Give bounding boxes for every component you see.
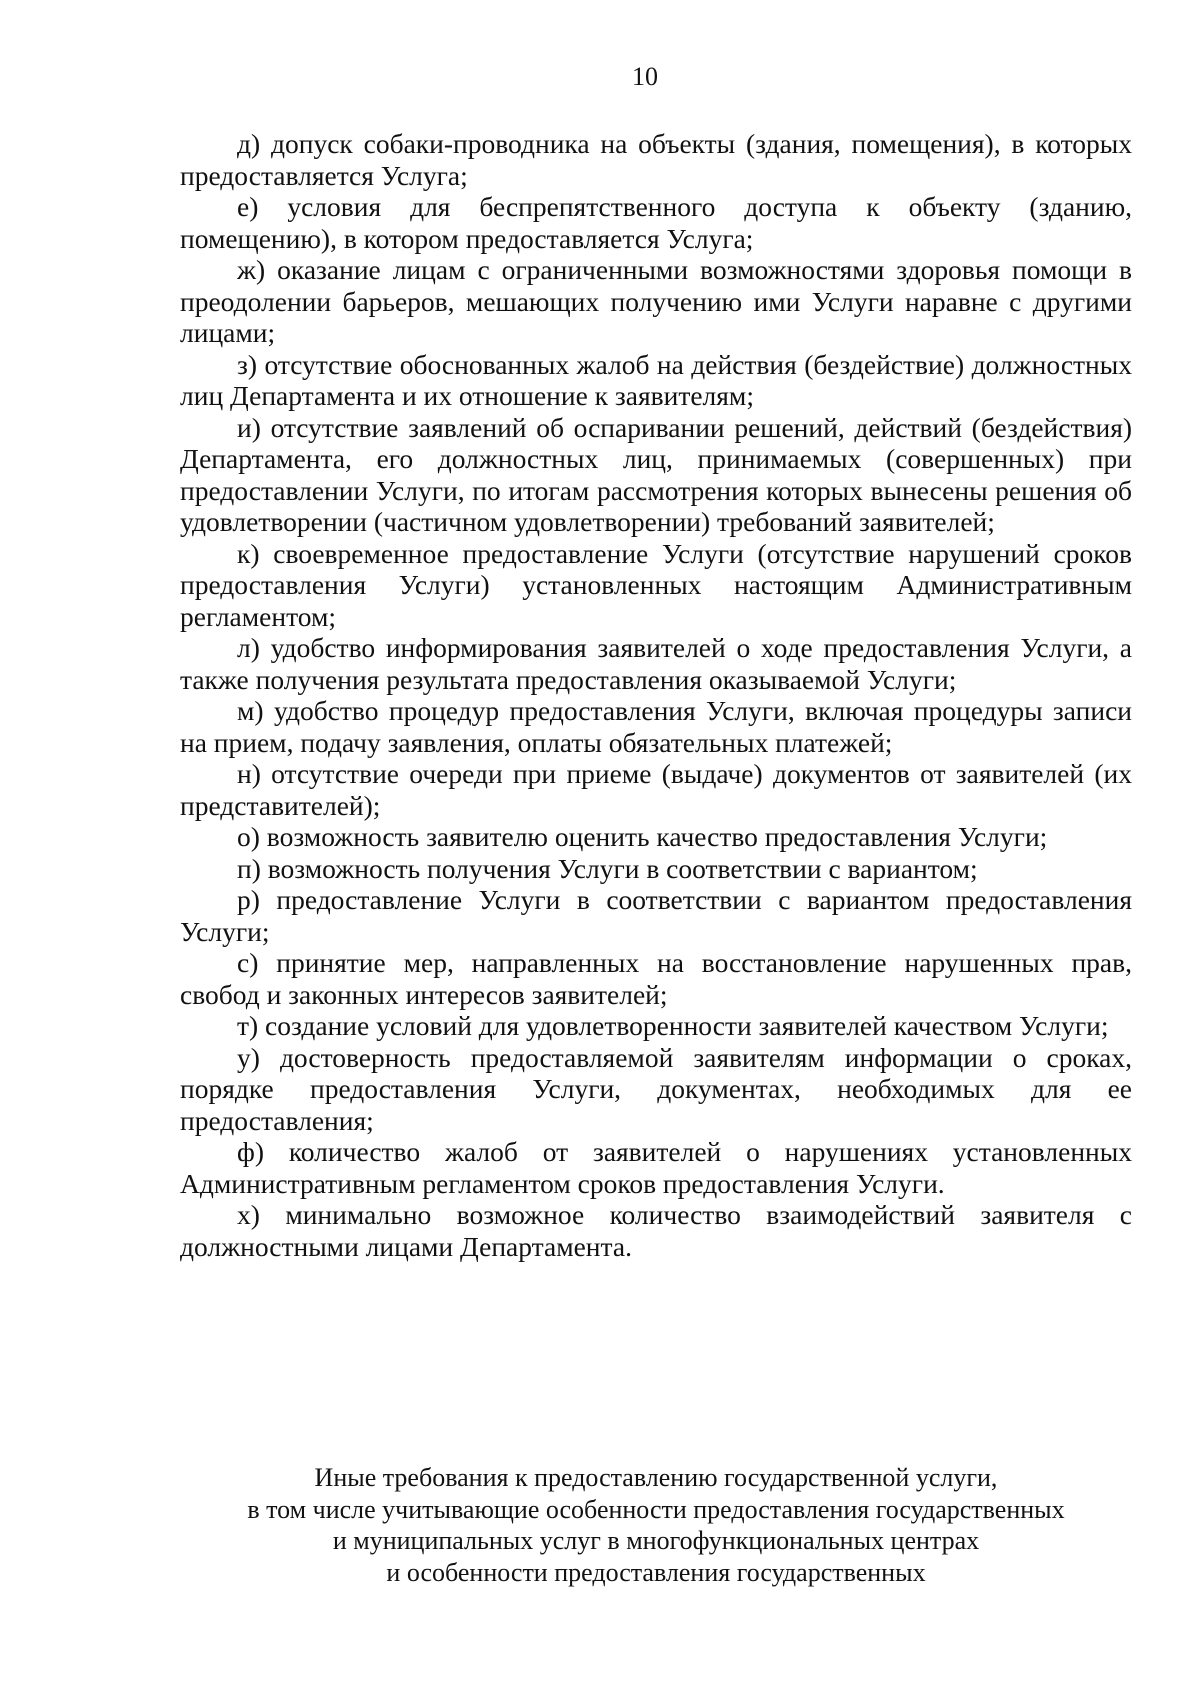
- list-item-kh: х) минимально возможное количество взаимодействий заявителя с должностными лицами Департамента.: [180, 1199, 1132, 1262]
- list-item-o: о) возможность заявителю оценить качество предоставления Услуги;: [237, 821, 1048, 852]
- heading-line: и муниципальных услуг в многофункциональных центрах: [332, 1526, 980, 1555]
- list-item-i: и) отсутствие заявлений об оспаривании решений, действий (бездействия) Департамента, его должностных лиц, принимаемых (совершенных) при предоставлении Услуги, по итогам рассмотрения которых вынесены решения об удовлетворении (частичном удовлетворении) требований заявителей;: [180, 411, 1132, 537]
- list-item-n: н) отсутствие очереди при приеме (выдаче) документов от заявителей (их представителей);: [180, 758, 1132, 821]
- list-item-t: т) создание условий для удовлетворенности заявителей качеством Услуги;: [237, 1010, 1109, 1041]
- list-item-d: д) допуск собаки-проводника на объекты (здания, помещения), в которых предоставляется Услуга;: [180, 128, 1132, 191]
- list-item-k: к) своевременное предоставление Услуги (отсутствие нарушений сроков предоставления Услуги) установленных настоящим Административным регламентом;: [180, 537, 1132, 632]
- list-item-r: р) предоставление Услуги в соответствии с вариантом предоставления Услуги;: [180, 884, 1132, 947]
- document-body: [180, 128, 1132, 1262]
- page-number: 10: [632, 62, 658, 91]
- list-item-f: ф) количество жалоб от заявителей о нарушениях установленных Административным регламентом сроков предоставления Услуги.: [180, 1136, 1132, 1199]
- heading-line: Иные требования к предоставлению государственной услуги,: [314, 1463, 998, 1492]
- list-item-z: з) отсутствие обоснованных жалоб на действия (бездействие) должностных лиц Департамента и их отношение к заявителям;: [180, 348, 1132, 411]
- list-item-p: п) возможность получения Услуги в соответствии с вариантом;: [237, 852, 978, 884]
- list-item-zh: ж) оказание лицам с ограниченными возможностями здоровья помощи в преодолении барьеров, мешающих получению ими Услуги наравне с другими лицами;: [180, 254, 1132, 348]
- list-item-l: л) удобство информирования заявителей о ходе предоставления Услуги, а также получения результата предоставления оказываемой Услуги;: [180, 632, 1132, 695]
- list-item-s: с) принятие мер, направленных на восстановление нарушенных прав, свобод и законных интересов заявителей;: [180, 947, 1132, 1010]
- list-item-m: м) удобство процедур предоставления Услуги, включая процедуры записи на прием, подачу заявления, оплаты обязательных платежей;: [180, 695, 1132, 758]
- list-item-e: е) условия для беспрепятственного доступа к объекту (зданию, помещению), в котором предоставляется Услуга;: [180, 191, 1132, 254]
- section-heading: [180, 1462, 1132, 1588]
- list-item-u: у) достоверность предоставляемой заявителям информации о сроках, порядке предоставления Услуги, документах, необходимых для ее предоставления;: [180, 1041, 1132, 1136]
- heading-line: и особенности предоставления государственных: [386, 1557, 926, 1587]
- heading-line: в том числе учитывающие особенности предоставления государственных: [247, 1494, 1065, 1524]
